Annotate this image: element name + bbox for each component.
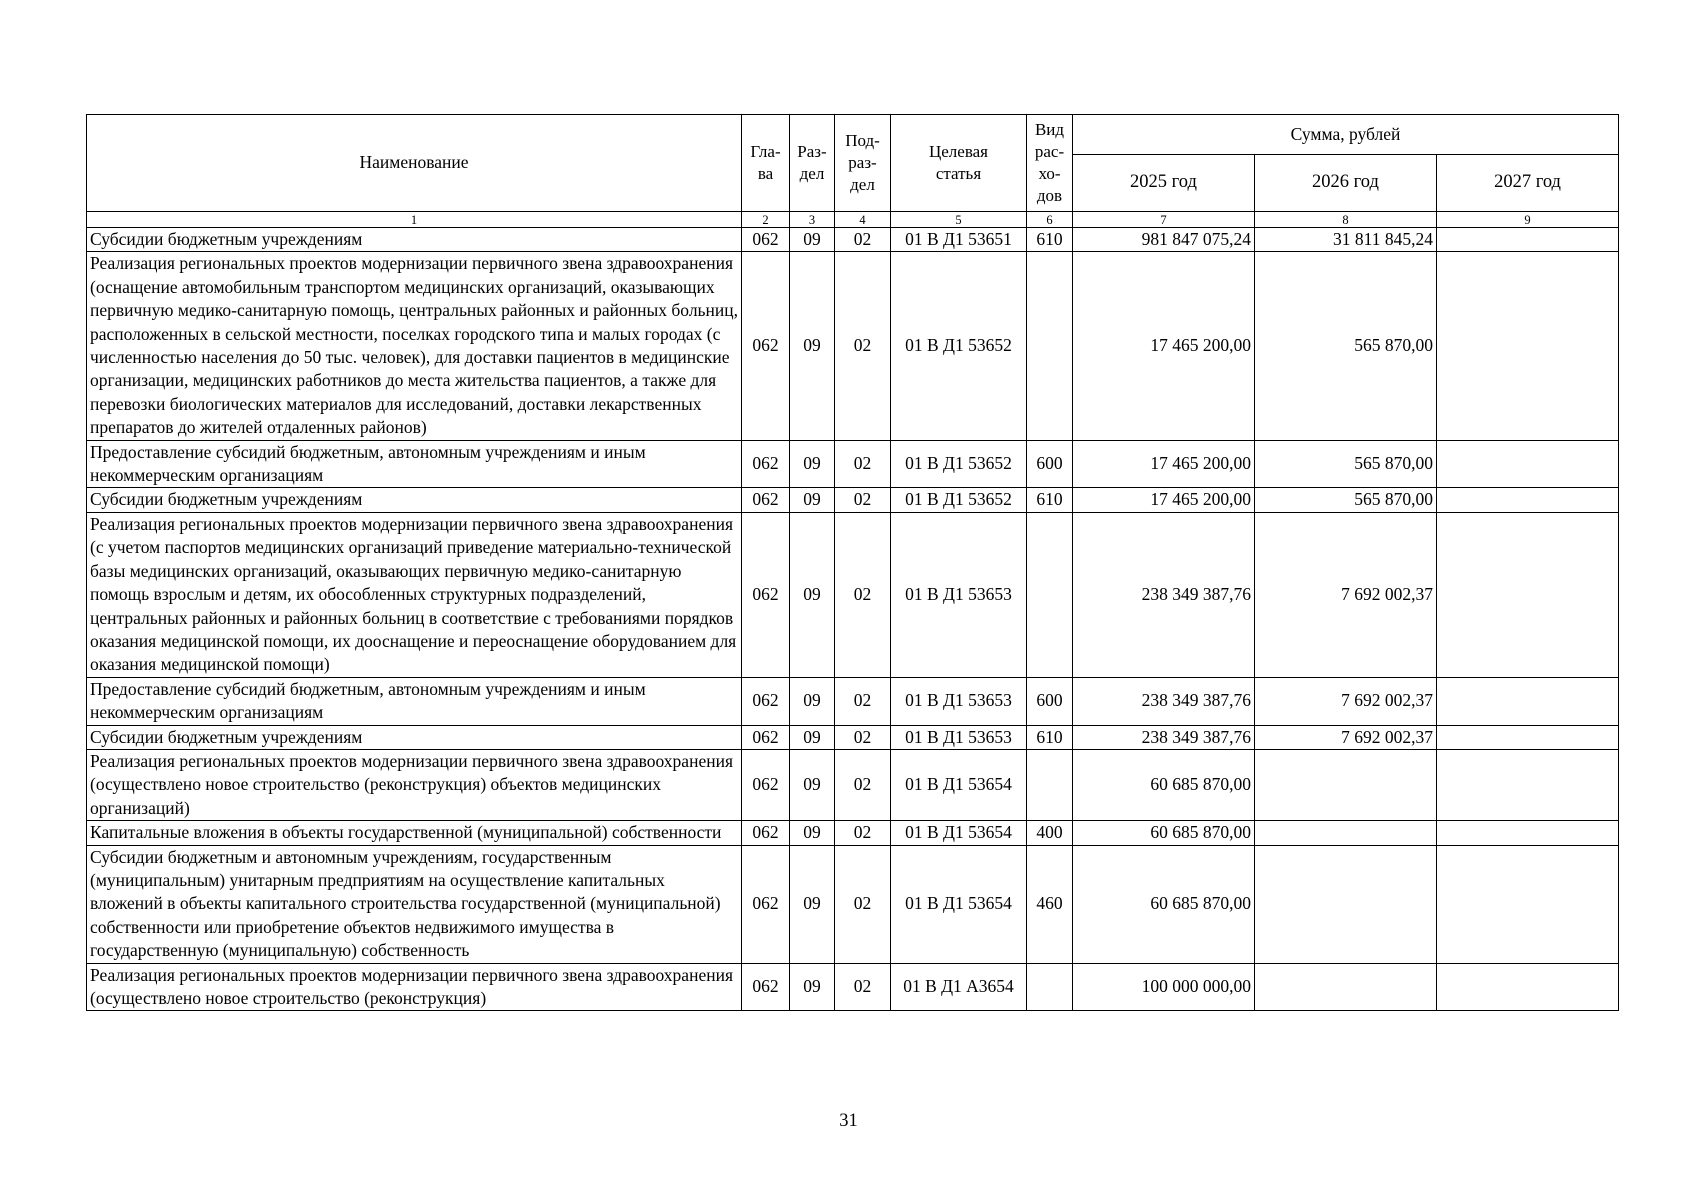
- col-number: 9: [1437, 212, 1619, 228]
- col-number: 8: [1255, 212, 1437, 228]
- row-section: 09: [790, 440, 835, 488]
- row-amount-2026: 31 811 845,24: [1255, 228, 1437, 252]
- table-row: [87, 252, 1619, 440]
- row-target: 01 В Д1 53653: [891, 677, 1027, 725]
- header-expense-line: дов: [1036, 186, 1063, 205]
- header-expense-line: рас-: [1034, 142, 1065, 161]
- row-expense-type: 600: [1027, 677, 1073, 725]
- row-name: Реализация региональных проектов модернизации первичного звена здравоохранения (осуществлено новое строительство (реконструкция) объектов медицинских организаций): [87, 749, 742, 820]
- header-target-line: Целевая: [928, 142, 989, 161]
- row-amount-2025: 981 847 075,24: [1073, 228, 1255, 252]
- row-section: 09: [790, 821, 835, 845]
- row-target: 01 В Д1 А3654: [891, 963, 1027, 1011]
- row-subsection: 02: [835, 228, 891, 252]
- row-amount-2025: 100 000 000,00: [1073, 963, 1255, 1011]
- row-amount-2027: [1437, 228, 1619, 252]
- row-subsection: 02: [835, 963, 891, 1011]
- row-section: 09: [790, 749, 835, 820]
- col-number: 2: [742, 212, 790, 228]
- row-section: 09: [790, 512, 835, 677]
- row-amount-2025: 17 465 200,00: [1073, 252, 1255, 440]
- row-name: Предоставление субсидий бюджетным, автономным учреждениям и иным некоммерческим организациям: [87, 440, 742, 488]
- row-amount-2027: [1437, 488, 1619, 512]
- row-amount-2026: 7 692 002,37: [1255, 677, 1437, 725]
- row-target: 01 В Д1 53654: [891, 845, 1027, 963]
- row-amount-2025: 60 685 870,00: [1073, 821, 1255, 845]
- table-row: [87, 821, 1619, 845]
- row-expense-type: [1027, 963, 1073, 1011]
- table-row: [87, 228, 1619, 252]
- row-chapter: 062: [742, 440, 790, 488]
- row-amount-2025: 238 349 387,76: [1073, 677, 1255, 725]
- header-sum: Сумма, рублей: [1073, 115, 1619, 155]
- col-number: 5: [891, 212, 1027, 228]
- row-amount-2027: [1437, 963, 1619, 1011]
- row-target: 01 В Д1 53652: [891, 488, 1027, 512]
- row-section: 09: [790, 228, 835, 252]
- row-name: Капитальные вложения в объекты государственной (муниципальной) собственности: [87, 821, 742, 845]
- row-target: 01 В Д1 53652: [891, 440, 1027, 488]
- row-expense-type: 610: [1027, 725, 1073, 749]
- row-name: Реализация региональных проектов модернизации первичного звена здравоохранения (с учетом паспортов медицинских организаций приведение материально-технической базы медицинских организаций, оказывающих первичную медико-санитарную помощь взрослым и детям, их обособленных структурных подразделений, центральных районных и районных больниц в соответствие с требованиями порядков оказания медицинской помощи, их дооснащение и переоснащение оборудованием для оказания медицинской помощи): [87, 512, 742, 677]
- header-subsection: [835, 115, 891, 212]
- row-amount-2025: 238 349 387,76: [1073, 512, 1255, 677]
- row-expense-type: 610: [1027, 228, 1073, 252]
- row-amount-2026: 565 870,00: [1255, 488, 1437, 512]
- row-target: 01 В Д1 53653: [891, 725, 1027, 749]
- row-name: Субсидии бюджетным учреждениям: [87, 228, 742, 252]
- row-subsection: 02: [835, 677, 891, 725]
- row-expense-type: 610: [1027, 488, 1073, 512]
- budget-table: [86, 114, 1619, 1011]
- row-target: 01 В Д1 53654: [891, 821, 1027, 845]
- table-row: [87, 488, 1619, 512]
- row-name: Субсидии бюджетным и автономным учреждениям, государственным (муниципальным) унитарным предприятиям на осуществление капитальных вложений в объекты капитального строительства государственной (муниципальной) собственности или приобретение объектов недвижимого имущества в государственную (муниципальную) собственность: [87, 845, 742, 963]
- header-expense-type: [1027, 115, 1073, 212]
- header-target: [891, 115, 1027, 212]
- header-chapter-line: ва: [757, 164, 774, 183]
- header-target-line: статья: [935, 164, 982, 183]
- row-amount-2025: 17 465 200,00: [1073, 440, 1255, 488]
- row-target: 01 В Д1 53651: [891, 228, 1027, 252]
- header-section-line: Раз-: [797, 142, 827, 161]
- row-chapter: 062: [742, 845, 790, 963]
- row-amount-2026: [1255, 963, 1437, 1011]
- row-section: 09: [790, 725, 835, 749]
- table-row: [87, 749, 1619, 820]
- row-subsection: 02: [835, 488, 891, 512]
- table-body: [87, 228, 1619, 1011]
- row-amount-2027: [1437, 252, 1619, 440]
- row-chapter: 062: [742, 228, 790, 252]
- row-subsection: 02: [835, 252, 891, 440]
- col-number: 4: [835, 212, 891, 228]
- row-subsection: 02: [835, 440, 891, 488]
- row-amount-2026: [1255, 749, 1437, 820]
- row-chapter: 062: [742, 749, 790, 820]
- row-amount-2027: [1437, 845, 1619, 963]
- row-chapter: 062: [742, 677, 790, 725]
- header-subsection-line: дел: [850, 175, 875, 194]
- row-target: 01 В Д1 53652: [891, 252, 1027, 440]
- row-amount-2025: 60 685 870,00: [1073, 845, 1255, 963]
- row-expense-type: 400: [1027, 821, 1073, 845]
- row-section: 09: [790, 963, 835, 1011]
- header-year-2026: 2026 год: [1255, 155, 1437, 212]
- col-number: 7: [1073, 212, 1255, 228]
- row-amount-2027: [1437, 725, 1619, 749]
- row-subsection: 02: [835, 749, 891, 820]
- table-row: [87, 512, 1619, 677]
- header-chapter-line: Гла-: [750, 142, 781, 161]
- header-expense-line: Вид: [1034, 120, 1065, 139]
- table-row: [87, 440, 1619, 488]
- row-chapter: 062: [742, 252, 790, 440]
- header-year-2025: 2025 год: [1073, 155, 1255, 212]
- row-amount-2026: 7 692 002,37: [1255, 725, 1437, 749]
- column-number-row: [87, 212, 1619, 228]
- header-chapter: [742, 115, 790, 212]
- col-number: 6: [1027, 212, 1073, 228]
- row-name: Реализация региональных проектов модернизации первичного звена здравоохранения (оснащение автомобильным транспортом медицинских организаций, оказывающих первичную медико-санитарную помощь, центральных районных и районных больниц, расположенных в сельской местности, поселках городского типа и малых городах (с численностью населения до 50 тыс. человек), для доставки пациентов в медицинские организации, медицинских работников до места жительства пациентов, а также для перевозки биологических материалов для исследований, доставки лекарственных препаратов до жителей отдаленных районов): [87, 252, 742, 440]
- table-row: [87, 725, 1619, 749]
- row-amount-2026: [1255, 821, 1437, 845]
- header-expense-line: хо-: [1038, 164, 1061, 183]
- header-subsection-line: раз-: [848, 153, 877, 172]
- row-expense-type: [1027, 252, 1073, 440]
- row-subsection: 02: [835, 821, 891, 845]
- row-amount-2027: [1437, 749, 1619, 820]
- row-chapter: 062: [742, 963, 790, 1011]
- row-expense-type: 460: [1027, 845, 1073, 963]
- row-expense-type: 600: [1027, 440, 1073, 488]
- header-section: [790, 115, 835, 212]
- row-chapter: 062: [742, 488, 790, 512]
- row-name: Реализация региональных проектов модернизации первичного звена здравоохранения (осуществлено новое строительство (реконструкция): [87, 963, 742, 1011]
- header-year-2027: 2027 год: [1437, 155, 1619, 212]
- row-name: Субсидии бюджетным учреждениям: [87, 725, 742, 749]
- row-section: 09: [790, 677, 835, 725]
- row-name: Субсидии бюджетным учреждениям: [87, 488, 742, 512]
- row-subsection: 02: [835, 512, 891, 677]
- header-section-line: дел: [799, 164, 825, 183]
- row-amount-2027: [1437, 512, 1619, 677]
- row-amount-2026: 565 870,00: [1255, 440, 1437, 488]
- row-chapter: 062: [742, 725, 790, 749]
- row-chapter: 062: [742, 821, 790, 845]
- col-number: 3: [790, 212, 835, 228]
- row-amount-2026: 7 692 002,37: [1255, 512, 1437, 677]
- row-target: 01 В Д1 53653: [891, 512, 1027, 677]
- row-amount-2026: [1255, 845, 1437, 963]
- row-section: 09: [790, 488, 835, 512]
- row-subsection: 02: [835, 725, 891, 749]
- col-number: 1: [87, 212, 742, 228]
- row-chapter: 062: [742, 512, 790, 677]
- table-row: [87, 963, 1619, 1011]
- row-amount-2027: [1437, 440, 1619, 488]
- row-amount-2025: 17 465 200,00: [1073, 488, 1255, 512]
- header-subsection-line: Под-: [845, 131, 880, 150]
- row-amount-2026: 565 870,00: [1255, 252, 1437, 440]
- table-row: [87, 845, 1619, 963]
- page-number: 31: [839, 1111, 858, 1131]
- row-amount-2025: 238 349 387,76: [1073, 725, 1255, 749]
- row-expense-type: [1027, 512, 1073, 677]
- row-amount-2027: [1437, 821, 1619, 845]
- row-name: Предоставление субсидий бюджетным, автономным учреждениям и иным некоммерческим организациям: [87, 677, 742, 725]
- row-amount-2025: 60 685 870,00: [1073, 749, 1255, 820]
- table-row: [87, 677, 1619, 725]
- row-section: 09: [790, 845, 835, 963]
- row-expense-type: [1027, 749, 1073, 820]
- row-target: 01 В Д1 53654: [891, 749, 1027, 820]
- header-name: Наименование: [87, 115, 742, 212]
- row-subsection: 02: [835, 845, 891, 963]
- row-amount-2027: [1437, 677, 1619, 725]
- table-header: [87, 115, 1619, 228]
- row-section: 09: [790, 252, 835, 440]
